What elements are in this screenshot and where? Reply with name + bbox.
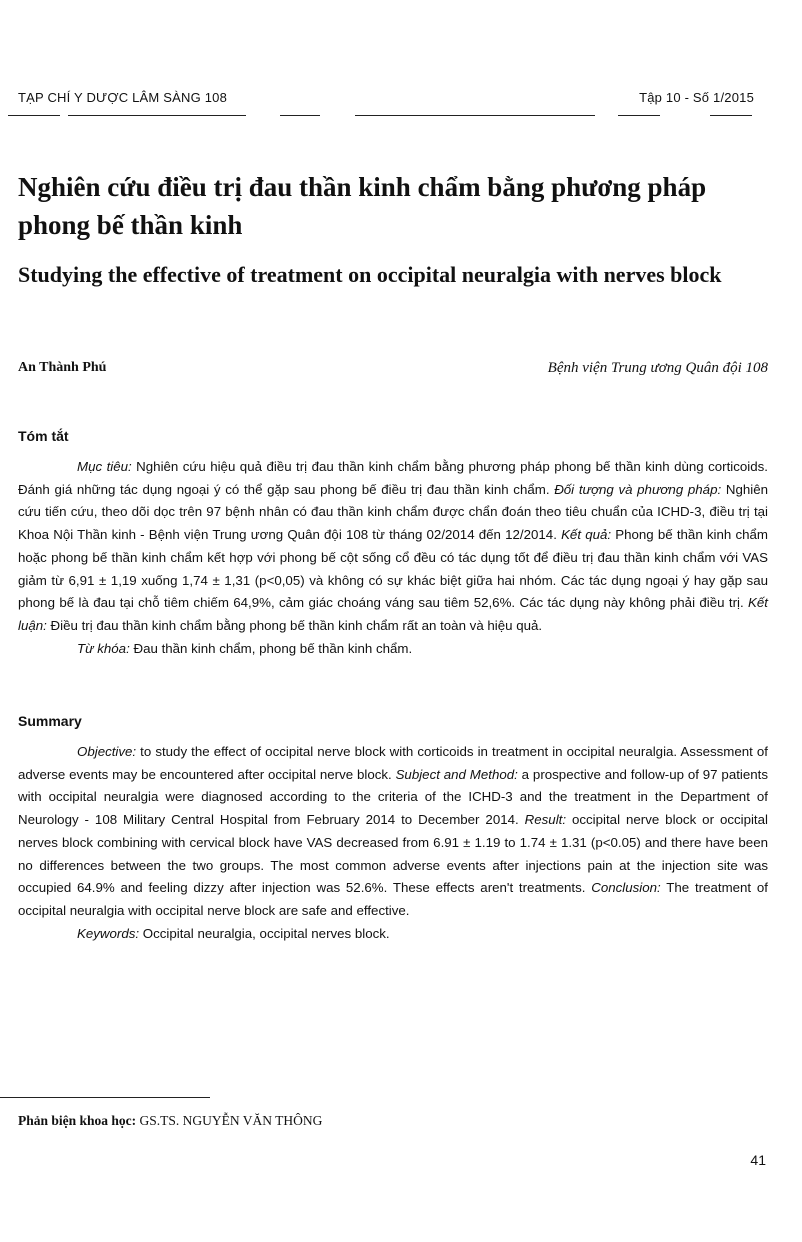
result-label: Kết quả: — [561, 527, 612, 543]
method-label: Đối tượng và phương pháp: — [554, 481, 722, 497]
keywords-label: Keywords: — [77, 925, 140, 941]
header-rule — [710, 115, 752, 116]
method-label: Subject and Method: — [395, 766, 518, 782]
conclusion-label: Conclusion: — [591, 880, 661, 896]
article-title-vietnamese: Nghiên cứu điều trị đau thần kinh chẩm bằng phương pháp phong bế thần kinh — [18, 172, 707, 240]
conclusion-text: Điều trị đau thần kinh chẩm bằng phong bế thần kinh chẩm rất an toàn và hiệu quả. — [46, 617, 543, 633]
journal-name: TẠP CHÍ Y DƯỢC LÂM SÀNG 108 — [18, 90, 227, 105]
page-number: 41 — [750, 1152, 766, 1168]
reviewer-name: GS.TS. NGUYỄN VĂN THÔNG — [136, 1113, 323, 1128]
conclusion-label: Kết luận: — [18, 595, 768, 633]
abstract-vi-heading: Tóm tắt — [18, 428, 69, 444]
header-rule — [355, 115, 595, 116]
header-rule — [8, 115, 60, 116]
keywords-text: Occipital neuralgia, occipital nerves block. — [139, 925, 390, 941]
objective-text: to study the effect of occipital nerve block with corticoids in treatment in occipital neuralgia. Assessment of adverse events may be encountered after occipital nerve block. — [18, 744, 768, 782]
header-rule — [618, 115, 660, 116]
reviewer-label: Phản biện khoa học: — [18, 1113, 137, 1128]
author-affiliation: Bệnh viện Trung ương Quân đội 108 — [547, 360, 768, 376]
objective-label: Objective: — [77, 744, 137, 759]
method-text: a prospective and follow-up of 97 patients with occipital neuralgia were diagnosed according to the criteria of the ICHD-3 and the treatment in the Department of Neurology - 108 Military Central Hospital from February 2014 to December 2014. — [18, 766, 768, 828]
article-title-english: Studying the effective of treatment on occipital neuralgia with nerves block — [18, 262, 722, 287]
author-name: An Thành Phú — [18, 360, 107, 375]
header-rule — [68, 115, 246, 116]
abstract-vi-paragraph — [18, 456, 768, 638]
result-text: occipital nerve block or occipital nerves block combining with cervical block have VAS decreased from 6.91 ± 1.19 to 1.74 ± 1.31 (p<0.05) and there have been no differences between the two groups. The most common adverse events after injections pain at the injection site was occupied 64.9% and feeling dizzy after injection was 52.6%. These effects aren't treatments. — [18, 812, 768, 896]
issue-number: Tập 10 - Số 1/2015 — [639, 90, 754, 105]
keywords-label: Từ khóa: — [77, 640, 130, 656]
reviewer-note — [18, 1113, 322, 1129]
method-text: Nghiên cứu tiến cứu, theo dõi dọc trên 97 bệnh nhân có đau thần kinh chẩm được chẩn đoán theo tiêu chuẩn của ICHD-3, điều trị tại Khoa Nội Thần kinh - Bệnh viện Trung ương Quân đội 108 từ tháng 02/2014 đến 12/2014. — [18, 481, 768, 543]
result-label: Result: — [524, 812, 567, 828]
result-text: Phong bế thần kinh chẩm hoặc phong bế thần kinh chẩm kết hợp với phong bế cột sống cổ đều có tác dụng tốt để điều trị đau thần kinh chẩm với VAS giảm từ 6,91 ± 1,19 xuống 1,74 ± 1,31 (p<0,05) và không có sự khác biệt giữa hai nhóm. Các tác dụng ngoại ý hay gặp sau phong bế là đau tại chỗ tiêm chiếm 64,9%, cảm giác choáng váng sau tiêm 52,6%. Các tác dụng này không phải điều trị. — [18, 527, 768, 611]
keywords-en — [18, 923, 768, 946]
objective-text: Nghiên cứu hiệu quả điều trị đau thần kinh chẩm bằng phương pháp phong bế thần kinh dùng corticoids. Đánh giá những tác dụng ngoại ý có thể gặp sau phong bế điều trị đau thần kinh chẩm. — [18, 459, 768, 497]
header-rule — [280, 115, 320, 116]
abstract-vi-body — [18, 456, 768, 660]
conclusion-text: The treatment of occipital neuralgia with occipital nerve block are safe and effective. — [18, 880, 769, 918]
footnote-rule — [0, 1097, 210, 1098]
objective-label: Mục tiêu: — [77, 459, 132, 474]
keywords-text: Đau thần kinh chẩm, phong bế thần kinh chẩm. — [129, 640, 413, 656]
summary-heading: Summary — [18, 713, 82, 729]
abstract-en-paragraph — [18, 741, 768, 923]
keywords-vi — [18, 638, 768, 661]
abstract-en-body — [18, 741, 768, 945]
